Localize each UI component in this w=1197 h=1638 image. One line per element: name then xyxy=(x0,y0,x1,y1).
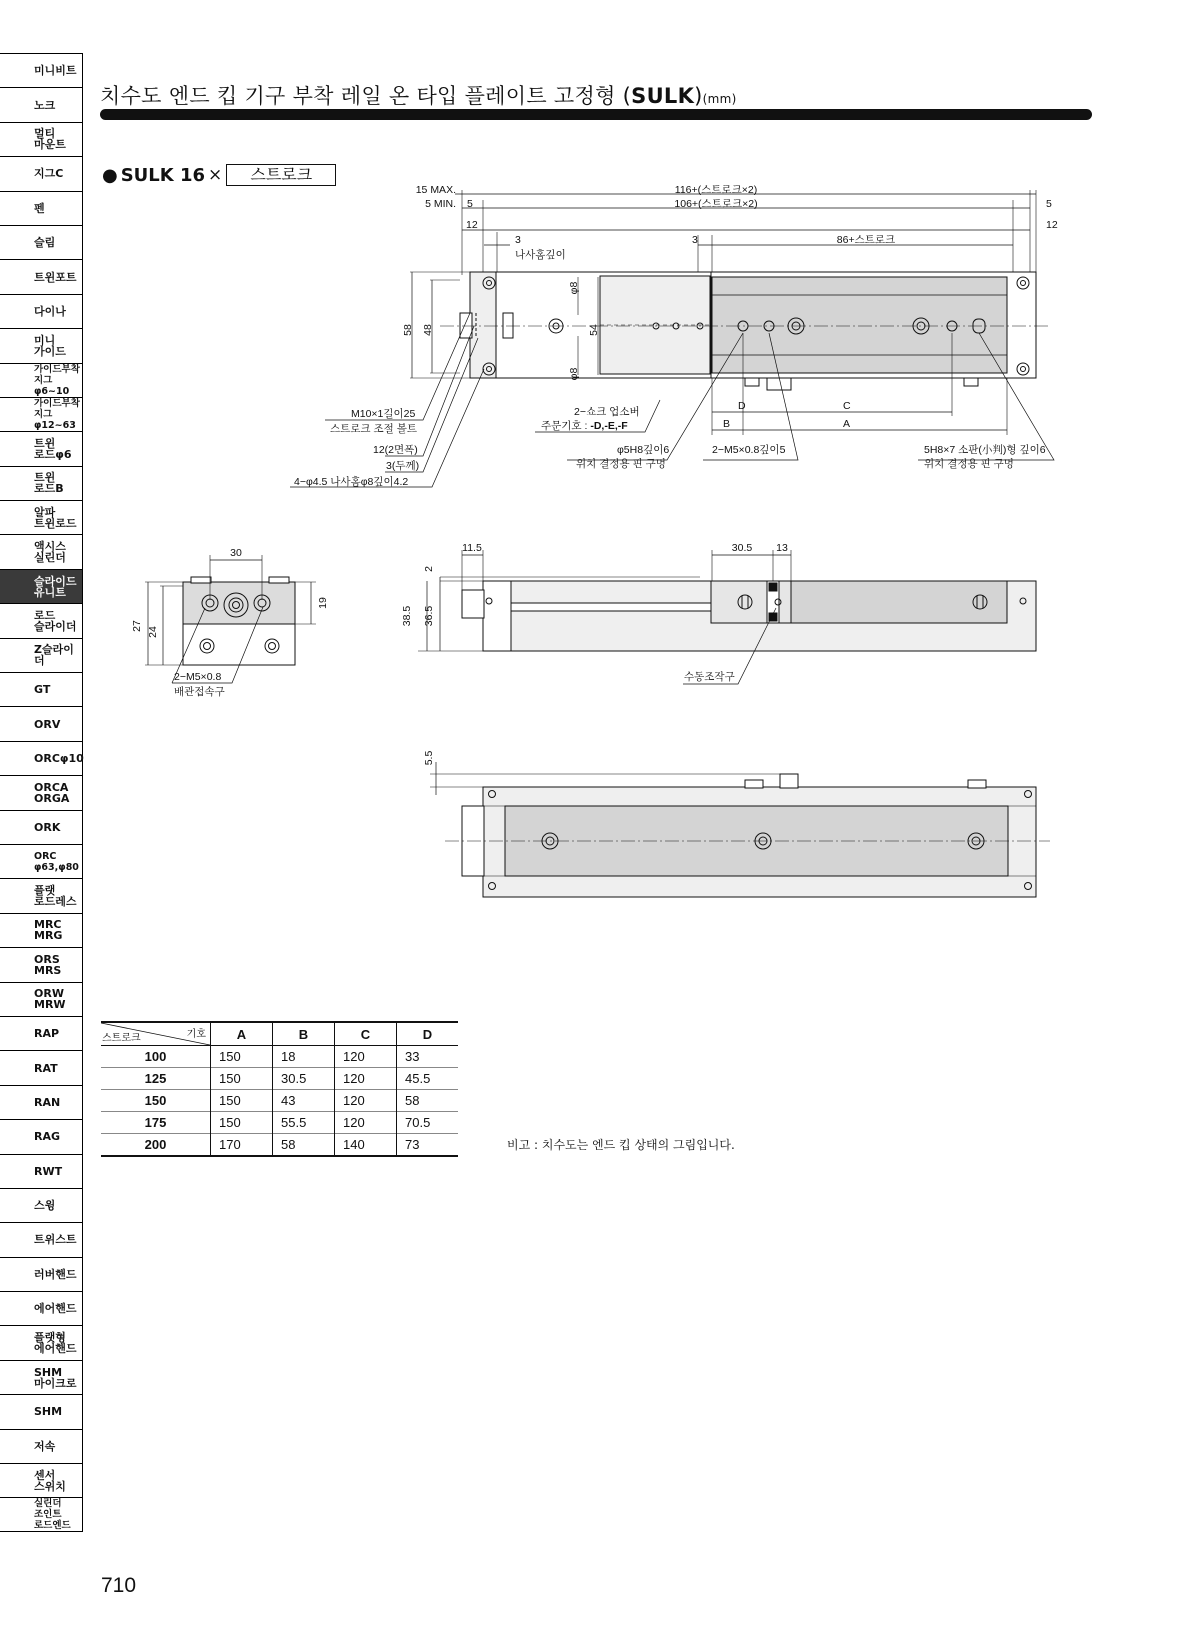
callout-12: 12(2면폭) xyxy=(373,444,418,456)
page-title-model: SULK xyxy=(631,84,695,108)
bottom-dim-5-5: 5.5 xyxy=(423,750,435,766)
sidebar-tab[interactable]: 미니비트 xyxy=(0,53,82,87)
callout-m10b: 스트로크 조절 볼트 xyxy=(330,423,417,435)
table-row xyxy=(101,1068,458,1090)
end-port-b: 배관접속구 xyxy=(174,686,225,698)
cell-b: 43 xyxy=(273,1090,335,1112)
cell-a: 150 xyxy=(211,1112,273,1134)
sidebar-tab[interactable]: 플랫 로드레스 xyxy=(0,878,82,912)
cell-c: 120 xyxy=(335,1090,397,1112)
sidebar-tab[interactable]: 트윈 로드φ6 xyxy=(0,431,82,465)
dim-15max: 15 MAX. xyxy=(415,184,456,196)
cell-a: 150 xyxy=(211,1068,273,1090)
table-row xyxy=(101,1046,458,1068)
sidebar-tab[interactable]: 펜 xyxy=(0,191,82,225)
cell-a: 170 xyxy=(211,1134,273,1157)
callout-slot-b: 위치 결정용 핀 구멍 xyxy=(924,458,1014,470)
dimension-table xyxy=(101,1021,458,1157)
sidebar-tab[interactable]: 지그C xyxy=(0,156,82,190)
sidebar-tab[interactable]: 트위스트 xyxy=(0,1222,82,1256)
callout-shock: 2−쇼크 업소버 xyxy=(574,406,640,418)
side-view xyxy=(418,550,1036,684)
cell-d: 58 xyxy=(405,1093,420,1108)
dim-C: C xyxy=(843,400,851,412)
dim-B: B xyxy=(723,418,731,430)
note-text: 비고 : 치수도는 엔드 킵 상태의 그림입니다. xyxy=(507,1138,735,1152)
cell-b: 55.5 xyxy=(273,1112,335,1134)
dim-phi8b: φ8 xyxy=(568,367,580,381)
dim-A: A xyxy=(843,418,851,430)
model-name: SULK 16 xyxy=(120,164,206,186)
page-number: 710 xyxy=(101,1574,137,1597)
cell-d: 70.5 xyxy=(405,1115,431,1130)
sidebar-tab[interactable]: 트윈포트 xyxy=(0,259,82,293)
sidebar-tab[interactable]: SHM xyxy=(0,1394,82,1428)
cell-b: 18 xyxy=(273,1046,335,1068)
col-header-b: B xyxy=(273,1022,335,1046)
dim-116: 116+(스트로크×2) xyxy=(674,184,758,196)
sidebar-tab[interactable]: 노크 xyxy=(0,87,82,121)
dim-12b: 12 xyxy=(1046,219,1058,231)
callout-m5: 2−M5×0.8깊이5 xyxy=(712,444,786,456)
sidebar-tab[interactable]: 러버핸드 xyxy=(0,1257,82,1291)
dim-3a: 3 xyxy=(515,234,521,246)
dim-54: 54 xyxy=(588,324,600,336)
page-title-unit: (mm) xyxy=(702,92,737,106)
dim-5min: 5 MIN. xyxy=(425,198,456,210)
sidebar-tab[interactable]: ORW MRW xyxy=(0,982,82,1016)
cell-c: 140 xyxy=(335,1134,397,1157)
sidebar-tab[interactable]: 다이나 xyxy=(0,294,82,328)
corner-bottom-label: 스트로크 xyxy=(102,1033,141,1044)
page-title-text: 치수도 엔드 킵 기구 부착 레일 온 타입 플레이트 고정형 ( xyxy=(100,84,632,108)
sidebar-tab[interactable]: ORV xyxy=(0,706,82,740)
dim-phi8a: φ8 xyxy=(568,281,580,295)
sidebar-tab[interactable]: RAG xyxy=(0,1119,82,1153)
dim-58: 58 xyxy=(402,324,414,336)
callout-m10: M10×1길이25 xyxy=(351,408,416,420)
callout-slot: 5H8×7 소판(小判)형 깊이6 xyxy=(924,444,1046,456)
cell-c: 120 xyxy=(335,1068,397,1090)
dim-5b: 5 xyxy=(1046,198,1052,210)
sidebar-tab[interactable]: 슬라이드 유니트 xyxy=(0,569,82,603)
callout-order-label: 주문기호 : xyxy=(541,420,591,432)
table-row xyxy=(101,1112,458,1134)
callout-order xyxy=(541,419,628,432)
sidebar-tab[interactable]: RAP xyxy=(0,1016,82,1050)
end-dim-24: 24 xyxy=(147,626,159,638)
col-header-a: A xyxy=(211,1022,273,1046)
sidebar-tab[interactable]: RAT xyxy=(0,1050,82,1084)
bullet-icon: ● xyxy=(102,164,118,186)
times-sign: × xyxy=(208,165,223,185)
dim-depth: 나사홈깊이 xyxy=(515,249,566,261)
dim-D: D xyxy=(738,400,746,412)
sidebar-tab[interactable]: RAN xyxy=(0,1085,82,1119)
sidebar-tab[interactable]: SHM 마이크로 xyxy=(0,1360,82,1394)
side-dim-13: 13 xyxy=(776,542,788,554)
cell-stroke: 150 xyxy=(101,1090,211,1112)
cell-c: 120 xyxy=(335,1046,397,1068)
sidebar-tab[interactable]: 저속 xyxy=(0,1429,82,1463)
side-manual: 수동조작구 xyxy=(684,671,735,683)
sidebar-tab[interactable]: 멀티 마운트 xyxy=(0,122,82,156)
sidebar-tab[interactable]: 가이드부착지그 φ6~10 xyxy=(0,363,82,397)
dim-3b: 3 xyxy=(692,234,698,246)
dim-12a: 12 xyxy=(466,219,478,231)
cell-c: 120 xyxy=(335,1112,397,1134)
sidebar-tab[interactable]: 알파 트윈로드 xyxy=(0,500,82,534)
sidebar-tab[interactable]: ORK xyxy=(0,810,82,844)
table-header-row xyxy=(101,1022,458,1046)
sidebar-tab[interactable]: GT xyxy=(0,672,82,706)
cell-a: 150 xyxy=(211,1090,273,1112)
end-view xyxy=(145,555,316,683)
sidebar-tab[interactable]: 가이드부착지그 φ12~63 xyxy=(0,397,82,431)
callout-3: 3(두께) xyxy=(386,460,420,472)
callout-order-codes: -D,-E,-F xyxy=(590,420,628,432)
cell-stroke: 100 xyxy=(101,1046,211,1068)
table-corner xyxy=(101,1022,211,1046)
end-dim-30: 30 xyxy=(230,547,242,559)
cell-d: 45.5 xyxy=(405,1071,431,1086)
stroke-box: 스트로크 xyxy=(226,164,336,186)
sidebar-tab[interactable]: 플랫형 에어핸드 xyxy=(0,1325,82,1359)
side-dim-38-5: 38.5 xyxy=(401,605,413,627)
cell-b: 30.5 xyxy=(273,1068,335,1090)
side-dim-11-5: 11.5 xyxy=(462,542,482,554)
sidebar-tab[interactable]: MRC MRG xyxy=(0,913,82,947)
end-port: 2−M5×0.8 xyxy=(174,671,222,683)
callout-4holes: 4−φ4.5 나사홈φ8깊이4.2 xyxy=(294,476,409,488)
sidebar-tab[interactable]: 로드 슬라이더 xyxy=(0,603,82,637)
sidebar-tab[interactable]: ORCφ10 xyxy=(0,741,82,775)
dim-106: 106+(스트로크×2) xyxy=(674,198,758,210)
sidebar-tab[interactable]: 미니 가이드 xyxy=(0,328,82,362)
col-header-d: D xyxy=(422,1026,433,1042)
callout-pin: φ5H8깊이6 xyxy=(617,444,670,456)
sidebar-tab[interactable]: ORS MRS xyxy=(0,947,82,981)
sidebar-tab[interactable]: 액시스 실린더 xyxy=(0,534,82,568)
cell-b: 58 xyxy=(273,1134,335,1157)
side-dim-36-5: 36.5 xyxy=(423,605,435,627)
dim-5a: 5 xyxy=(467,198,473,210)
sidebar-tab[interactable]: 스윙 xyxy=(0,1188,82,1222)
table-row xyxy=(101,1134,458,1157)
sidebar-tab[interactable]: ORCA ORGA xyxy=(0,775,82,809)
sidebar-tab[interactable]: 트윈 로드B xyxy=(0,466,82,500)
cell-stroke: 200 xyxy=(101,1134,211,1157)
cell-a: 150 xyxy=(211,1046,273,1068)
dim-86: 86+스트로크 xyxy=(836,234,896,246)
cell-stroke: 125 xyxy=(101,1068,211,1090)
col-header-c: C xyxy=(335,1022,397,1046)
dim-48: 48 xyxy=(422,324,434,336)
cell-d: 73 xyxy=(405,1137,420,1152)
page-title-close: ) xyxy=(694,84,703,108)
sidebar-tab[interactable]: 실린더 조인트 로드엔드 xyxy=(0,1497,82,1531)
table-row xyxy=(101,1090,458,1112)
end-dim-27: 27 xyxy=(131,620,143,632)
corner-top-label: 기호 xyxy=(186,1029,206,1040)
top-view xyxy=(290,190,1054,487)
side-dim-30-5: 30.5 xyxy=(731,542,753,554)
cell-stroke: 175 xyxy=(101,1112,211,1134)
sidebar-tab[interactable]: 에어핸드 xyxy=(0,1291,82,1325)
sidebar-tab[interactable]: 센서 스위치 xyxy=(0,1463,82,1497)
side-dim-2: 2 xyxy=(423,566,435,572)
callout-pin-b: 위치 결정용 핀 구멍 xyxy=(576,458,666,470)
sidebar-tab[interactable]: Z슬라이더 xyxy=(0,638,82,672)
bottom-view xyxy=(430,762,1050,897)
sidebar-tab[interactable]: 슬림 xyxy=(0,225,82,259)
sidebar-tab[interactable]: ORC φ63,φ80 xyxy=(0,844,82,878)
sidebar-tab[interactable]: RWT xyxy=(0,1154,82,1188)
end-dim-19: 19 xyxy=(317,597,329,609)
cell-d: 33 xyxy=(405,1049,420,1064)
